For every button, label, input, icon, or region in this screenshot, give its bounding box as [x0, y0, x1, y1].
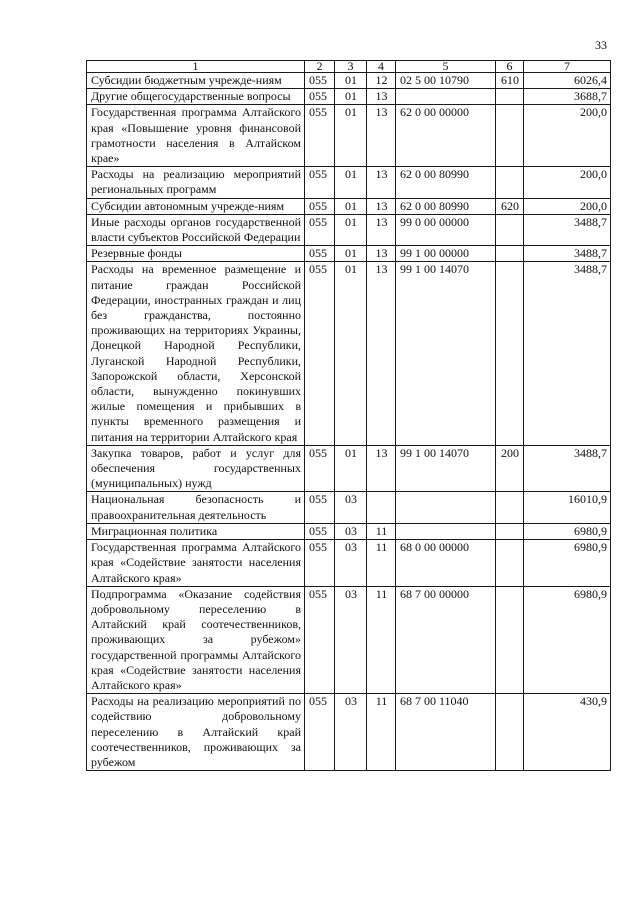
cell-subsection: 13: [367, 445, 396, 492]
cell-subsection: 11: [367, 694, 396, 771]
table-row: [87, 523, 611, 539]
cell-amount: 3488,7: [524, 262, 611, 445]
cell-target: 02 5 00 10790: [396, 73, 496, 89]
cell-name: Субсидии бюджетным учрежде-ниям: [87, 73, 305, 89]
cell-amount: 430,9: [524, 694, 611, 771]
cell-section: 01: [335, 89, 367, 105]
cell-ministry: 055: [305, 694, 335, 771]
cell-target: 62 0 00 80990: [396, 198, 496, 214]
table-row: [87, 540, 611, 587]
cell-section: 01: [335, 105, 367, 167]
table-row: [87, 445, 611, 492]
cell-target: 68 7 00 11040: [396, 694, 496, 771]
cell-target: 99 1 00 14070: [396, 262, 496, 445]
cell-subsection: 12: [367, 73, 396, 89]
cell-subsection: 13: [367, 105, 396, 167]
cell-target: 99 0 00 00000: [396, 214, 496, 245]
cell-section: 03: [335, 523, 367, 539]
table-row: [87, 198, 611, 214]
cell-subsection: 13: [367, 262, 396, 445]
cell-group: [496, 540, 524, 587]
cell-group: [496, 586, 524, 693]
cell-ministry: 055: [305, 540, 335, 587]
cell-ministry: 055: [305, 89, 335, 105]
cell-amount: 6980,9: [524, 586, 611, 693]
header-cell-name: 1: [87, 61, 305, 73]
cell-group: [496, 694, 524, 771]
cell-amount: 200,0: [524, 198, 611, 214]
header-cell-ministry: 2: [305, 61, 335, 73]
cell-section: 03: [335, 540, 367, 587]
budget-table: [86, 60, 611, 771]
table-row: [87, 492, 611, 523]
cell-section: 01: [335, 214, 367, 245]
cell-group: 610: [496, 73, 524, 89]
cell-ministry: 055: [305, 492, 335, 523]
cell-name: Расходы на временное размещение и питание граждан Российской Федерации, иностранных граждан и лиц без гражданства, постоянно проживающих на территориях Украины, Донецкой Народной Республики, Луганской Народной Республики, Запорожской области, Херсонской области, вынужденно покинувших жилые помещения и прибывших в пункты временного размещения и питания на территории Алтайского края: [87, 262, 305, 445]
cell-group: [496, 523, 524, 539]
cell-target: 68 0 00 00000: [396, 540, 496, 587]
cell-amount: 3488,7: [524, 246, 611, 262]
cell-ministry: 055: [305, 262, 335, 445]
cell-name: Государственная программа Алтайского края «Содействие занятости населения Алтайского края»: [87, 540, 305, 587]
cell-name: Расходы на реализацию мероприятий по содействию добровольному переселению в Алтайский край соотечественников, проживающих за рубежом: [87, 694, 305, 771]
table-row: [87, 246, 611, 262]
cell-ministry: 055: [305, 105, 335, 167]
cell-name: Резервные фонды: [87, 246, 305, 262]
cell-ministry: 055: [305, 523, 335, 539]
cell-group: [496, 105, 524, 167]
table-row: [87, 105, 611, 167]
table-row: [87, 73, 611, 89]
cell-target: [396, 523, 496, 539]
cell-target: 62 0 00 00000: [396, 105, 496, 167]
table-row: [87, 167, 611, 198]
cell-amount: 3488,7: [524, 214, 611, 245]
cell-name: Другие общегосударственные вопросы: [87, 89, 305, 105]
cell-subsection: [367, 492, 396, 523]
cell-name: Подпрограмма «Оказание содействия добровольному переселению в Алтайский край соотечественников, проживающих за рубежом» государственной программы Алтайского края «Содействие занятости населения Алтайского края»: [87, 586, 305, 693]
table-body: [87, 73, 611, 771]
cell-ministry: 055: [305, 586, 335, 693]
header-row: [87, 61, 611, 73]
cell-amount: 6026,4: [524, 73, 611, 89]
cell-ministry: 055: [305, 167, 335, 198]
cell-ministry: 055: [305, 198, 335, 214]
cell-subsection: 13: [367, 89, 396, 105]
cell-subsection: 13: [367, 198, 396, 214]
cell-name: Государственная программа Алтайского края «Повышение уровня финансовой грамотности населения в Алтайском крае»: [87, 105, 305, 167]
cell-section: 03: [335, 694, 367, 771]
cell-subsection: 13: [367, 214, 396, 245]
cell-group: [496, 214, 524, 245]
cell-group: [496, 262, 524, 445]
cell-section: 01: [335, 246, 367, 262]
table-row: [87, 262, 611, 445]
cell-target: 99 1 00 14070: [396, 445, 496, 492]
table-row: [87, 214, 611, 245]
cell-ministry: 055: [305, 73, 335, 89]
cell-section: 01: [335, 445, 367, 492]
cell-section: 03: [335, 492, 367, 523]
page-number: 33: [595, 38, 607, 52]
cell-subsection: 13: [367, 167, 396, 198]
cell-section: 01: [335, 198, 367, 214]
cell-section: 01: [335, 167, 367, 198]
cell-amount: 200,0: [524, 167, 611, 198]
cell-name: Национальная безопасность и правоохранительная деятельность: [87, 492, 305, 523]
cell-target: 62 0 00 80990: [396, 167, 496, 198]
header-cell-amount: 7: [524, 61, 611, 73]
cell-target: [396, 89, 496, 105]
cell-ministry: 055: [305, 445, 335, 492]
cell-target: [396, 492, 496, 523]
cell-subsection: 11: [367, 523, 396, 539]
cell-name: Закупка товаров, работ и услуг для обеспечения государственных (муниципальных) нужд: [87, 445, 305, 492]
cell-subsection: 13: [367, 246, 396, 262]
cell-group: 620: [496, 198, 524, 214]
cell-amount: 6980,9: [524, 523, 611, 539]
cell-section: 01: [335, 73, 367, 89]
cell-amount: 6980,9: [524, 540, 611, 587]
cell-subsection: 11: [367, 586, 396, 693]
cell-name: Расходы на реализацию мероприятий региональных программ: [87, 167, 305, 198]
cell-ministry: 055: [305, 214, 335, 245]
cell-ministry: 055: [305, 246, 335, 262]
cell-group: [496, 167, 524, 198]
cell-amount: 16010,9: [524, 492, 611, 523]
cell-section: 01: [335, 262, 367, 445]
cell-group: 200: [496, 445, 524, 492]
cell-name: Иные расходы органов государственной власти субъектов Российской Федерации: [87, 214, 305, 245]
table-row: [87, 586, 611, 693]
header-cell-target: 5: [396, 61, 496, 73]
cell-target: 99 1 00 00000: [396, 246, 496, 262]
cell-amount: 3488,7: [524, 445, 611, 492]
cell-group: [496, 246, 524, 262]
cell-group: [496, 89, 524, 105]
table-row: [87, 694, 611, 771]
cell-target: 68 7 00 00000: [396, 586, 496, 693]
cell-amount: 3688,7: [524, 89, 611, 105]
cell-section: 03: [335, 586, 367, 693]
cell-group: [496, 492, 524, 523]
cell-subsection: 11: [367, 540, 396, 587]
header-cell-group: 6: [496, 61, 524, 73]
cell-name: Субсидии автономным учрежде-ниям: [87, 198, 305, 214]
header-cell-section: 3: [335, 61, 367, 73]
cell-amount: 200,0: [524, 105, 611, 167]
table-row: [87, 89, 611, 105]
header-cell-subsection: 4: [367, 61, 396, 73]
cell-name: Миграционная политика: [87, 523, 305, 539]
